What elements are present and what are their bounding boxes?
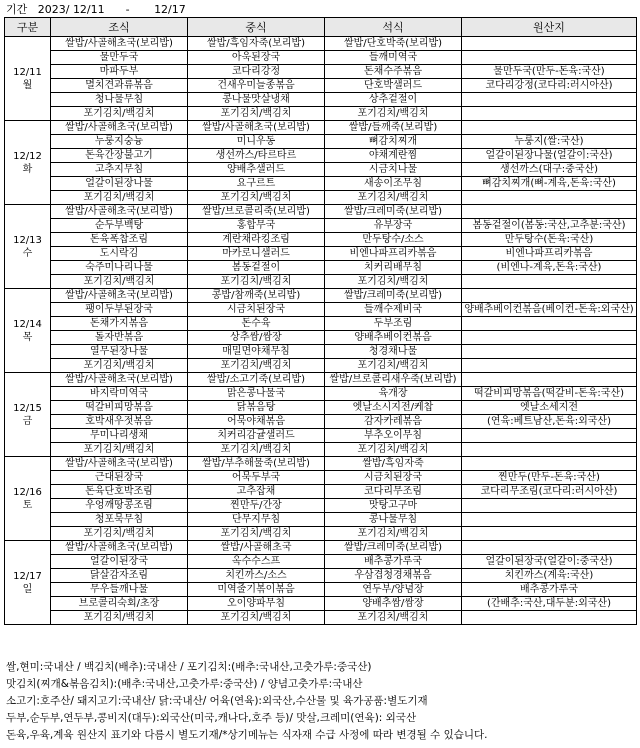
menu-row <box>5 597 637 611</box>
dinner-cell: 포기김치/백김치 <box>325 191 462 205</box>
origin-cell: 얼갈이된장나물(얼갈이:국산) <box>462 149 637 163</box>
dinner-cell: 치커리배무침 <box>325 261 462 275</box>
origin-cell: 만두탕수(돈육:국산) <box>462 233 637 247</box>
menu-row <box>5 373 637 387</box>
lunch-cell: 건새우미늘종볶음 <box>188 79 325 93</box>
menu-row <box>5 457 637 471</box>
lunch-cell: 미니우동 <box>188 135 325 149</box>
menu-row <box>5 205 637 219</box>
breakfast-cell: 멸치견과류볶음 <box>51 79 188 93</box>
breakfast-cell: 쌀밥/사골해초국(보리밥) <box>51 541 188 555</box>
breakfast-cell: 떡갈비피망볶음 <box>51 401 188 415</box>
menu-row <box>5 429 637 443</box>
origin-cell: 봄동겉절이(봄동:국산,고추분:국산) <box>462 219 637 233</box>
breakfast-cell: 쌀밥/사골해초국(보리밥) <box>51 37 188 51</box>
lunch-cell: 시금치된장국 <box>188 303 325 317</box>
lunch-cell: 고추잡채 <box>188 485 325 499</box>
breakfast-cell: 무미나리생채 <box>51 429 188 443</box>
menu-row <box>5 275 637 289</box>
menu-row <box>5 121 637 135</box>
lunch-cell: 오이양파무침 <box>188 597 325 611</box>
lunch-cell: 치커리감귤샐러드 <box>188 429 325 443</box>
lunch-cell: 포기김치/백김치 <box>188 443 325 457</box>
breakfast-cell: 포기김치/백김치 <box>51 527 188 541</box>
menu-row <box>5 387 637 401</box>
origin-cell <box>462 205 637 219</box>
lunch-cell: 콩나물맛살냉채 <box>188 93 325 107</box>
breakfast-cell: 얼갈이된장나물 <box>51 177 188 191</box>
dinner-cell: 양배추베이컨볶음 <box>325 331 462 345</box>
lunch-cell: 콩밥/참깨죽(보리밥) <box>188 289 325 303</box>
dinner-cell: 엣날소시지전/케찹 <box>325 401 462 415</box>
header-dinner: 석식 <box>325 18 462 37</box>
dinner-cell: 쌀밥/단호박죽(보리밥) <box>325 37 462 51</box>
lunch-cell: 돈수육 <box>188 317 325 331</box>
day-of-week: 화 <box>22 163 33 175</box>
lunch-cell: 치킨까스/소스 <box>188 569 325 583</box>
lunch-cell: 어묵두부국 <box>188 471 325 485</box>
origin-cell <box>462 289 637 303</box>
origin-cell: 코다리무조림(코다리:러시아산) <box>462 485 637 499</box>
dinner-cell: 상추겉절이 <box>325 93 462 107</box>
dinner-cell: 포기김치/백김치 <box>325 527 462 541</box>
day-cell <box>5 457 51 541</box>
dinner-cell: 감자카레볶음 <box>325 415 462 429</box>
menu-row <box>5 401 637 415</box>
origin-cell <box>462 275 637 289</box>
lunch-cell: 포기김치/백김치 <box>188 191 325 205</box>
menu-row <box>5 163 637 177</box>
menu-row <box>5 51 637 65</box>
origin-cell: 누룽지(쌀:국산) <box>462 135 637 149</box>
origin-cell: 떡갈비피망볶음(떡갈비-돈육:국산) <box>462 387 637 401</box>
menu-row <box>5 191 637 205</box>
origin-notes <box>6 659 636 744</box>
origin-cell <box>462 359 637 373</box>
breakfast-cell: 포기김치/백김치 <box>51 191 188 205</box>
breakfast-cell: 쌀밥/사골해초국(보리밥) <box>51 121 188 135</box>
lunch-cell: 홍합무국 <box>188 219 325 233</box>
dinner-cell: 양배추쌈/쌈장 <box>325 597 462 611</box>
dinner-cell: 들깨미역국 <box>325 51 462 65</box>
origin-cell <box>462 457 637 471</box>
dinner-cell: 쌀밥/브로콜리새우죽(보리밥) <box>325 373 462 387</box>
lunch-cell: 포기김치/백김치 <box>188 275 325 289</box>
origin-cell <box>462 121 637 135</box>
origin-cell: 코다리강정(코다리:러시아산) <box>462 79 637 93</box>
breakfast-cell: 열무된장나물 <box>51 345 188 359</box>
lunch-cell: 찐만두/간장 <box>188 499 325 513</box>
menu-row <box>5 331 637 345</box>
breakfast-cell: 브로콜리숙회/초장 <box>51 597 188 611</box>
lunch-cell: 매밀면야채무침 <box>188 345 325 359</box>
lunch-cell: 맑은콩나물국 <box>188 387 325 401</box>
note-line: 맛김치(찌개&볶음김치):(배추:국내산,고춧가루:중국산) / 양념고춧가루:국내산 <box>6 678 363 690</box>
day-date: 12/16 <box>13 486 42 498</box>
dinner-cell: 포기김치/백김치 <box>325 107 462 121</box>
lunch-cell: 코다리강정 <box>188 65 325 79</box>
dinner-cell: 야채계란찜 <box>325 149 462 163</box>
lunch-cell: 요구르트 <box>188 177 325 191</box>
menu-row <box>5 527 637 541</box>
day-cell <box>5 205 51 289</box>
day-of-week: 수 <box>22 247 33 259</box>
origin-cell <box>462 191 637 205</box>
origin-cell <box>462 443 637 457</box>
menu-row <box>5 443 637 457</box>
breakfast-cell: 고추지무침 <box>51 163 188 177</box>
breakfast-cell: 포기김치/백김치 <box>51 443 188 457</box>
header-day: 구분 <box>5 18 51 37</box>
menu-row <box>5 149 637 163</box>
dinner-cell: 부추오이무침 <box>325 429 462 443</box>
origin-cell: 얼갈이된장국(얼갈이:중국산) <box>462 555 637 569</box>
breakfast-cell: 돈육단호박조림 <box>51 485 188 499</box>
breakfast-cell: 근대된장국 <box>51 471 188 485</box>
menu-row <box>5 513 637 527</box>
day-of-week: 금 <box>22 415 33 427</box>
day-of-week: 목 <box>22 331 33 343</box>
menu-row <box>5 611 637 625</box>
origin-cell: (연육:베트남산,돈육:외국산) <box>462 415 637 429</box>
breakfast-cell: 돈육간장불고기 <box>51 149 188 163</box>
breakfast-cell: 닭살감자조림 <box>51 569 188 583</box>
breakfast-cell: 쌀밥/사골해초국(보리밥) <box>51 373 188 387</box>
note-line: 소고기:호주산/ 돼지고기:국내산/ 닭:국내산/ 어육(연육):외국산,수산물 및 육가공품:별도기재 <box>6 695 428 707</box>
origin-cell <box>462 429 637 443</box>
day-cell <box>5 373 51 457</box>
lunch-cell: 옥수수스프 <box>188 555 325 569</box>
lunch-cell: 생선까스/타르타르 <box>188 149 325 163</box>
dinner-cell: 쌀밥/들깨죽(보리밥) <box>325 121 462 135</box>
lunch-cell: 어묵야채볶음 <box>188 415 325 429</box>
dinner-cell: 시금치나물 <box>325 163 462 177</box>
lunch-cell: 계란채라킹조림 <box>188 233 325 247</box>
day-cell <box>5 121 51 205</box>
dinner-cell: 만두탕수/소스 <box>325 233 462 247</box>
origin-cell: 찐만두(만두-돈육:국산) <box>462 471 637 485</box>
day-date: 12/15 <box>13 402 42 414</box>
breakfast-cell: 돈채가지볶음 <box>51 317 188 331</box>
dinner-cell: 포기김치/백김치 <box>325 443 462 457</box>
lunch-cell: 쌀밥/소고기죽(보리밥) <box>188 373 325 387</box>
breakfast-cell: 돈육폭찹조림 <box>51 233 188 247</box>
origin-cell: 엣날소세지전 <box>462 401 637 415</box>
weekly-menu-table <box>4 17 637 625</box>
breakfast-cell: 청나물무침 <box>51 93 188 107</box>
dinner-cell: 비엔나파프리카볶음 <box>325 247 462 261</box>
origin-cell <box>462 499 637 513</box>
dinner-cell: 들깨수제비국 <box>325 303 462 317</box>
lunch-cell: 마카로니샐러드 <box>188 247 325 261</box>
dinner-cell: 쌀밥/크레미죽(보리밥) <box>325 205 462 219</box>
dinner-cell: 우삼겹청경채볶음 <box>325 569 462 583</box>
note-line: 두부,순두부,연두부,콩비지(대두):외국산(미국,캐나다,호주 등)/ 맛살,크레미(연육): 외국산 <box>6 712 417 724</box>
day-of-week: 월 <box>22 79 33 91</box>
origin-cell: 배추콩가루국 <box>462 583 637 597</box>
dinner-cell: 뼈감치찌개 <box>325 135 462 149</box>
lunch-cell: 아욱된장국 <box>188 51 325 65</box>
origin-cell <box>462 345 637 359</box>
lunch-cell: 포기김치/백김치 <box>188 527 325 541</box>
dinner-cell: 연두부/양념장 <box>325 583 462 597</box>
note-line: 돈육,우육,계육 원산지 표기와 다름시 별도기재/*상기메뉴는 식자재 수급 사정에 따라 변경될 수 있습니다. <box>6 729 488 741</box>
origin-cell <box>462 317 637 331</box>
origin-cell <box>462 331 637 345</box>
breakfast-cell: 청포묵무침 <box>51 513 188 527</box>
dinner-cell: 포기김치/백김치 <box>325 611 462 625</box>
lunch-cell: 포기김치/백김치 <box>188 359 325 373</box>
breakfast-cell: 숙주미나리나물 <box>51 261 188 275</box>
breakfast-cell: 호박새우젓볶음 <box>51 415 188 429</box>
menu-row <box>5 303 637 317</box>
origin-cell <box>462 527 637 541</box>
breakfast-cell: 팽이두부된장국 <box>51 303 188 317</box>
header-row <box>5 18 637 37</box>
lunch-cell: 쌀밥/부추해물죽(보리밥) <box>188 457 325 471</box>
origin-cell: 양배추베이컨볶음(베이컨-돈육:외국산) <box>462 303 637 317</box>
day-of-week: 일 <box>22 583 33 595</box>
origin-cell: (간배추:국산,대두분:외국산) <box>462 597 637 611</box>
origin-cell <box>462 37 637 51</box>
breakfast-cell: 쌀밥/사골해초국(보리밥) <box>51 289 188 303</box>
menu-row <box>5 219 637 233</box>
origin-cell <box>462 513 637 527</box>
dinner-cell: 맛탕고구마 <box>325 499 462 513</box>
menu-row <box>5 233 637 247</box>
menu-row <box>5 65 637 79</box>
breakfast-cell: 마파두부 <box>51 65 188 79</box>
breakfast-cell: 도시락김 <box>51 247 188 261</box>
day-date: 12/13 <box>13 234 42 246</box>
dinner-cell: 두부조림 <box>325 317 462 331</box>
dinner-cell: 코다리무조림 <box>325 485 462 499</box>
origin-cell: 물만두국(만두-돈육:국산) <box>462 65 637 79</box>
breakfast-cell: 우엉깨땅콩조림 <box>51 499 188 513</box>
lunch-cell: 닭볶음탕 <box>188 401 325 415</box>
menu-row <box>5 317 637 331</box>
menu-row <box>5 261 637 275</box>
breakfast-cell: 쌀밥/사골해초국(보리밥) <box>51 457 188 471</box>
breakfast-cell: 누룽지숭늉 <box>51 135 188 149</box>
menu-row <box>5 135 637 149</box>
lunch-cell: 포기김치/백김치 <box>188 107 325 121</box>
day-of-week: 토 <box>22 499 33 511</box>
menu-row <box>5 583 637 597</box>
dinner-cell: 새송이조무침 <box>325 177 462 191</box>
dinner-cell: 쌀밥/크레미죽(보리밥) <box>325 289 462 303</box>
origin-cell <box>462 541 637 555</box>
breakfast-cell: 얼갈이된장국 <box>51 555 188 569</box>
breakfast-cell: 바지락미역국 <box>51 387 188 401</box>
menu-row <box>5 555 637 569</box>
breakfast-cell: 포기김치/백김치 <box>51 611 188 625</box>
day-date: 12/14 <box>13 318 42 330</box>
breakfast-cell: 포기김치/백김치 <box>51 275 188 289</box>
lunch-cell: 양배추샐러드 <box>188 163 325 177</box>
menu-row <box>5 359 637 373</box>
dinner-cell: 시금치된장국 <box>325 471 462 485</box>
dinner-cell: 배추콩가루국 <box>325 555 462 569</box>
origin-cell <box>462 611 637 625</box>
menu-row <box>5 499 637 513</box>
menu-row <box>5 37 637 51</box>
day-cell <box>5 37 51 121</box>
day-cell <box>5 541 51 625</box>
menu-body <box>5 37 637 625</box>
dinner-cell: 돈채수주볶음 <box>325 65 462 79</box>
origin-cell <box>462 373 637 387</box>
header-breakfast: 조식 <box>51 18 188 37</box>
menu-row <box>5 247 637 261</box>
dinner-cell: 쌀밥/흑임자죽 <box>325 457 462 471</box>
menu-row <box>5 289 637 303</box>
menu-row <box>5 79 637 93</box>
dinner-cell: 포기김치/백김치 <box>325 359 462 373</box>
menu-row <box>5 415 637 429</box>
menu-row <box>5 107 637 121</box>
day-cell <box>5 289 51 373</box>
dinner-cell: 단호박샐러드 <box>325 79 462 93</box>
note-line: 쌀,현미:국내산 / 백김치(배추):국내산 / 포기김치:(배추:국내산,고춧가루:중국산) <box>6 661 372 673</box>
dinner-cell: 쌀밥/크레미죽(보리밥) <box>325 541 462 555</box>
header-lunch: 중식 <box>188 18 325 37</box>
breakfast-cell: 쌀밥/사골해초국(보리밥) <box>51 205 188 219</box>
origin-cell: (비엔나-계육,돈육:국산) <box>462 261 637 275</box>
menu-row <box>5 345 637 359</box>
breakfast-cell: 순두부백탕 <box>51 219 188 233</box>
dinner-cell: 육개장 <box>325 387 462 401</box>
lunch-cell: 쌀밥/사골해초국 <box>188 541 325 555</box>
origin-cell <box>462 93 637 107</box>
lunch-cell: 쌀밥/브로콜리죽(보리밥) <box>188 205 325 219</box>
origin-cell: 뼈감치찌개(뼈-계육,돈육:국산) <box>462 177 637 191</box>
dinner-cell: 포기김치/백김치 <box>325 275 462 289</box>
lunch-cell: 미역줄기볶이볶음 <box>188 583 325 597</box>
breakfast-cell: 포기김치/백김치 <box>51 107 188 121</box>
dinner-cell: 유부장국 <box>325 219 462 233</box>
day-date: 12/17 <box>13 570 42 582</box>
header-origin: 원산지 <box>462 18 637 37</box>
origin-cell: 생선까스(대구:중국산) <box>462 163 637 177</box>
lunch-cell: 쌀밥/사골해초국(보리밥) <box>188 121 325 135</box>
menu-row <box>5 177 637 191</box>
origin-cell: 비엔나파프리카볶음 <box>462 247 637 261</box>
lunch-cell: 쌀밥/흑임자죽(보리밥) <box>188 37 325 51</box>
lunch-cell: 포기김치/백김치 <box>188 611 325 625</box>
menu-row <box>5 569 637 583</box>
breakfast-cell: 돌자반볶음 <box>51 331 188 345</box>
lunch-cell: 상추쌈/쌈장 <box>188 331 325 345</box>
menu-row <box>5 93 637 107</box>
lunch-cell: 단무지무침 <box>188 513 325 527</box>
breakfast-cell: 포기김치/백김치 <box>51 359 188 373</box>
breakfast-cell: 물만두국 <box>51 51 188 65</box>
menu-row <box>5 541 637 555</box>
origin-cell <box>462 107 637 121</box>
period-label: 기간 2023/ 12/11 - 12/17 <box>6 3 186 16</box>
lunch-cell: 봄동겉절이 <box>188 261 325 275</box>
dinner-cell: 콩나물무침 <box>325 513 462 527</box>
menu-row <box>5 471 637 485</box>
day-date: 12/11 <box>13 66 42 78</box>
dinner-cell: 청경채나물 <box>325 345 462 359</box>
origin-cell: 치킨까스(계육:국산) <box>462 569 637 583</box>
day-date: 12/12 <box>13 150 42 162</box>
origin-cell <box>462 51 637 65</box>
menu-row <box>5 485 637 499</box>
breakfast-cell: 무우들깨나물 <box>51 583 188 597</box>
